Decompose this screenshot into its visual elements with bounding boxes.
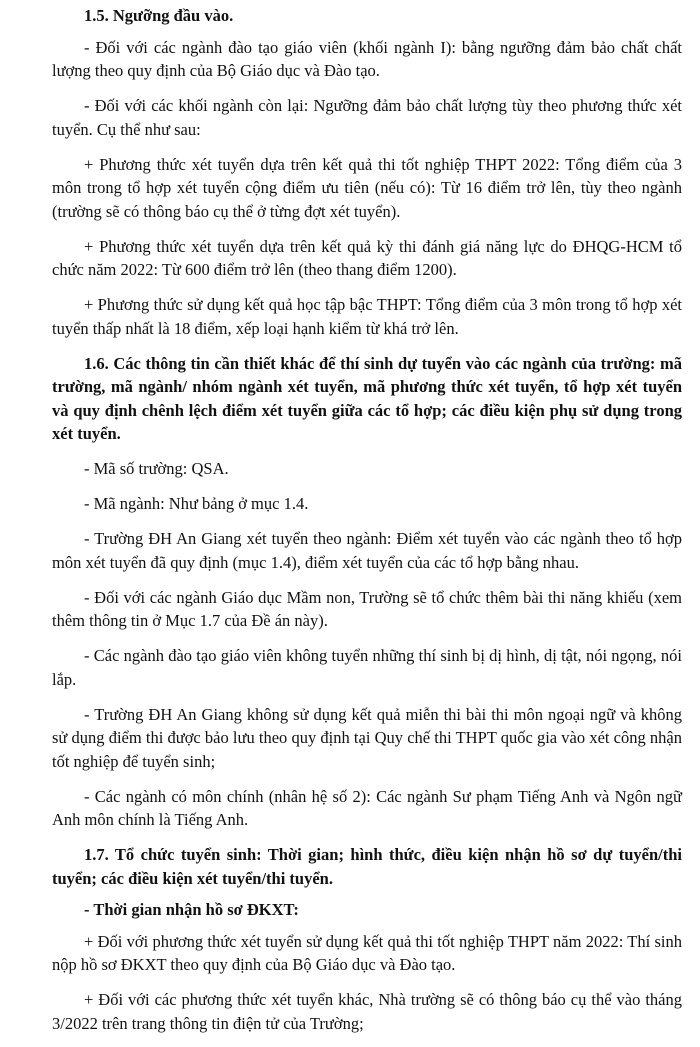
section-heading-1-7: 1.7. Tổ chức tuyển sinh: Thời gian; hình thức, điều kiện nhận hồ sơ dự tuyển/thi tuyển; các điều kiện xét tuyển/thi tuyển. <box>52 845 682 888</box>
paragraph: + Đối với các phương thức xét tuyển khác, Nhà trường sẽ có thông báo cụ thể vào tháng 3/2022 trên trang thông tin điện tử của Trường; <box>52 990 682 1033</box>
paragraph: - Trường ĐH An Giang không sử dụng kết quả miễn thi bài thi môn ngoại ngữ và không sử dụng điểm thi được bảo lưu theo quy định tại Quy chế thi THPT quốc gia vào xét công nhận tốt nghiệp để tuyển sinh; <box>52 704 682 771</box>
paragraph: - Các ngành có môn chính (nhân hệ số 2): Các ngành Sư phạm Tiếng Anh và Ngôn ngữ Anh môn chính là Tiếng Anh. <box>52 786 682 829</box>
paragraph: - Mã số trường: QSA. <box>84 459 229 478</box>
subheading-application-time: - Thời gian nhận hồ sơ ĐKXT: <box>84 900 299 919</box>
paragraph: - Đối với các ngành Giáo dục Mầm non, Trường sẽ tổ chức thêm bài thi năng khiếu (xem thêm thông tin ở Mục 1.7 của Đề án này). <box>52 587 682 630</box>
paragraph: + Phương thức xét tuyển dựa trên kết quả thi tốt nghiệp THPT 2022: Tổng điểm của 3 môn trong tổ hợp xét tuyển cộng điểm ưu tiên (nếu có): Từ 16 điểm trở lên, tùy theo ngành (trường sẽ có thông báo cụ thể ở từng đợt xét tuyển). <box>52 154 682 221</box>
paragraph: + Đối với phương thức xét tuyển sử dụng kết quả thi tốt nghiệp THPT năm 2022: Thí sinh nộp hồ sơ ĐKXT theo quy định của Bộ Giáo dục và Đào tạo. <box>52 931 682 974</box>
paragraph: - Mã ngành: Như bảng ở mục 1.4. <box>84 494 309 513</box>
paragraph: - Trường ĐH An Giang xét tuyển theo ngành: Điểm xét tuyển vào các ngành theo tổ hợp môn xét tuyển đã quy định (mục 1.4), điểm xét tuyển của các tổ hợp bằng nhau. <box>52 529 682 572</box>
paragraph: + Phương thức xét tuyển dựa trên kết quả kỳ thi đánh giá năng lực do ĐHQG-HCM tổ chức năm 2022: Từ 600 điểm trở lên (theo thang điểm 1200). <box>52 236 682 279</box>
paragraph: - Đối với các ngành đào tạo giáo viên (khối ngành I): bằng ngưỡng đảm bảo chất chất lượng theo quy định của Bộ Giáo dục và Đào tạo. <box>52 37 682 80</box>
section-heading-1-5: 1.5. Ngưỡng đầu vào. <box>84 6 234 25</box>
paragraph: - Các ngành đào tạo giáo viên không tuyển những thí sinh bị dị hình, dị tật, nói ngọng, nói lắp. <box>52 646 682 689</box>
paragraph: + Phương thức sử dụng kết quả học tập bậc THPT: Tổng điểm của 3 môn trong tổ hợp xét tuyển thấp nhất là 18 điểm, xếp loại hạnh kiểm từ khá trở lên. <box>52 295 682 338</box>
document-page <box>52 4 682 1047</box>
section-heading-1-6: 1.6. Các thông tin cần thiết khác để thí sinh dự tuyển vào các ngành của trường: mã trường, mã ngành/ nhóm ngành xét tuyển, mã phương thức xét tuyển, tổ hợp xét tuyển và quy định chênh lệch điểm xét tuyển giữa các tổ hợp; các điều kiện phụ sử dụng trong xét tuyển. <box>52 353 682 443</box>
paragraph: - Đối với các khối ngành còn lại: Ngưỡng đảm bảo chất lượng tùy theo phương thức xét tuyển. Cụ thể như sau: <box>52 96 682 139</box>
